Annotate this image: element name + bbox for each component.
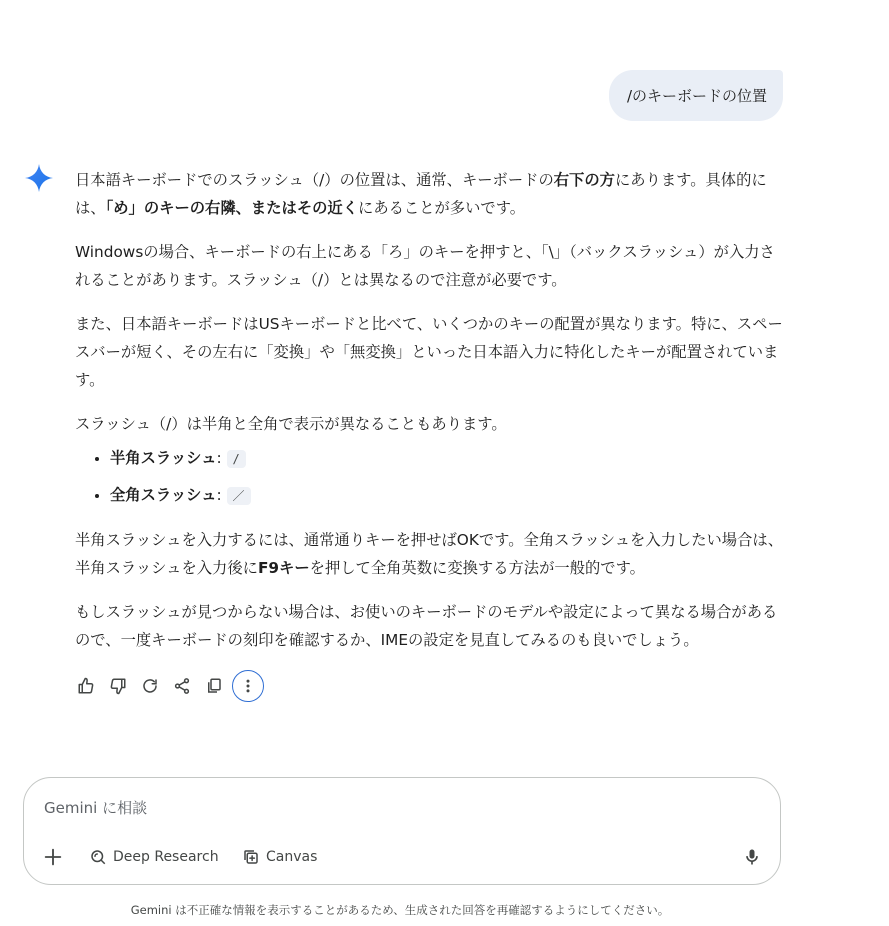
share-icon (173, 677, 191, 695)
user-message-bubble (609, 70, 783, 121)
thumb-up-icon (77, 677, 95, 695)
text: にあることが多いです。 (358, 199, 526, 217)
separator: : (216, 486, 227, 504)
text: 半角スラッシュを入力するには、通常通りキーを押せばOKです。全角スラッシュを入力したい場合は、半角スラッシュを入力後に (75, 531, 783, 577)
deep-research-label: Deep Research (113, 849, 219, 865)
list-item (110, 444, 787, 473)
prompt-input[interactable]: Gemini に相談 (44, 799, 148, 817)
list-label: 全角スラッシュ (110, 486, 217, 504)
deep-research-button[interactable] (89, 848, 219, 866)
disclaimer-text: Gemini は不正確な情報を表示することがあるため、生成された回答を再確認するようにしてください。 (130, 903, 670, 917)
response-actions (70, 670, 264, 702)
text: にあります。具体的には、 (75, 171, 767, 217)
bold-text: 右下の方 (553, 171, 615, 189)
list-label: 半角スラッシュ (110, 449, 217, 467)
copy-button[interactable] (198, 670, 230, 702)
inline-code: ／ (227, 487, 251, 505)
answer-paragraph-2: Windowsの場合、キーボードの右上にある「ろ」のキーを押すと、「\」（バックスラッシュ）が入力されることがあります。スラッシュ（/）とは異なるので注意が必要です。 (75, 243, 775, 289)
more-options-button[interactable] (232, 670, 264, 702)
add-icon[interactable] (42, 846, 64, 868)
text: 日本語キーボードでのスラッシュ（/）の位置は、通常、キーボードの (75, 171, 554, 189)
answer-paragraph-4: スラッシュ（/）は半角と全角で表示が異なることもあります。 (75, 415, 507, 433)
separator: : (216, 449, 227, 467)
refresh-icon (141, 677, 159, 695)
answer-paragraph-6: もしスラッシュが見つからない場合は、お使いのキーボードのモデルや設定によって異なる場合があるので、一度キーボードの刻印を確認するか、IMEの設定を見直してみるのも良いでしょう。 (75, 603, 778, 649)
copy-icon (205, 677, 223, 695)
prompt-composer[interactable] (23, 777, 781, 885)
gemini-spark-icon (24, 163, 54, 193)
text: を押して全角英数に変換する方法が一般的です。 (309, 559, 645, 577)
thumb-down-icon (109, 677, 127, 695)
canvas-button[interactable] (242, 848, 317, 866)
share-button[interactable] (166, 670, 198, 702)
bold-text: 「め」のキーの右隣、またはその近く (105, 199, 359, 217)
inline-code: / (227, 450, 246, 468)
more-vert-icon (239, 677, 257, 695)
thumb-up-button[interactable] (70, 670, 102, 702)
deep-research-icon (89, 848, 107, 866)
thumb-down-button[interactable] (102, 670, 134, 702)
answer-paragraph-1 (75, 166, 787, 222)
bold-text: F9キー (257, 559, 310, 577)
canvas-icon (242, 848, 260, 866)
canvas-label: Canvas (266, 849, 318, 865)
answer-paragraph-3: また、日本語キーボードはUSキーボードと比べて、いくつかのキーの配置が異なります。特に、スペースバーが短く、その左右に「変換」や「無変換」といった日本語入力に特化したキーが配置されています。 (75, 315, 783, 389)
slash-list (75, 444, 787, 510)
list-item (110, 481, 787, 510)
microphone-icon[interactable] (742, 847, 762, 867)
assistant-answer (75, 166, 787, 670)
regenerate-button[interactable] (134, 670, 166, 702)
user-message-text: /のキーボードの位置 (626, 87, 767, 105)
answer-paragraph-5 (75, 526, 787, 582)
